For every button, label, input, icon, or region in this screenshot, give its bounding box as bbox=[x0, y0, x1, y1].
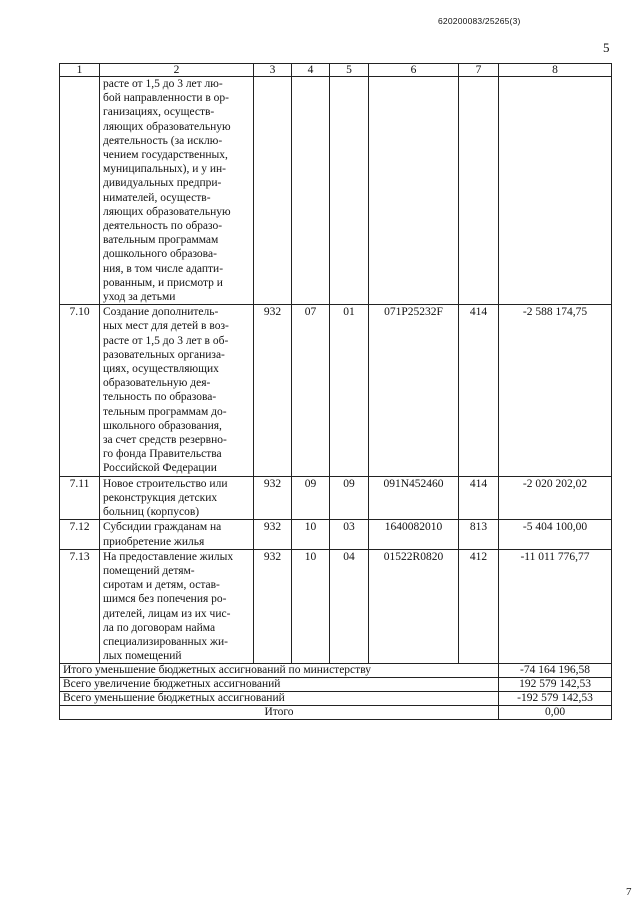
row-number: 7.12 bbox=[60, 520, 100, 549]
summary-label: Всего уменьшение бюджетных ассигнований bbox=[60, 692, 499, 706]
expense-type-code: 412 bbox=[459, 549, 499, 664]
amount: -5 404 100,00 bbox=[499, 520, 612, 549]
subsection-code: 01 bbox=[330, 305, 369, 476]
amount: -2 020 202,02 bbox=[499, 476, 612, 520]
section-code: 10 bbox=[292, 549, 330, 664]
summary-label: Всего увеличение бюджетных ассигнований bbox=[60, 678, 499, 692]
corner-mark: 7 bbox=[626, 886, 632, 898]
column-header: 6 bbox=[369, 64, 459, 77]
subsection-code: 03 bbox=[330, 520, 369, 549]
subsection-code: 04 bbox=[330, 549, 369, 664]
summary-label: Итого уменьшение бюджетных ассигнований по министерству bbox=[60, 664, 499, 678]
ministry-code: 932 bbox=[254, 476, 292, 520]
expense-type-code: 813 bbox=[459, 520, 499, 549]
page-number: 5 bbox=[603, 40, 610, 55]
total-row bbox=[60, 706, 612, 720]
amount: -2 588 174,75 bbox=[499, 305, 612, 476]
row-description: расте от 1,5 до 3 лет лю- бой направленности в ор- ганизациях, осуществ- ляющих образовательную деятельность (за исклю- чением государственных, муниципальных), и у ин- дивидуальных предпри- нимателей, осуществ- ляющих образовательную деятельность по образо- вательным программам дошкольного образова- ния, в том числе адапти- рованным, и присмотр и уход за детьми bbox=[100, 77, 254, 305]
expense-type-code: 414 bbox=[459, 305, 499, 476]
row-description: На предоставление жилых помещений детям- сиротам и детям, остав- шимся без попечения ро- дителей, лицам из их чис- ла по договорам найма специализированных жи- лых помещений bbox=[100, 549, 254, 664]
target-article-code: 1640082010 bbox=[369, 520, 459, 549]
column-header: 5 bbox=[330, 64, 369, 77]
column-header: 4 bbox=[292, 64, 330, 77]
table-row bbox=[60, 476, 612, 520]
ministry-code: 932 bbox=[254, 520, 292, 549]
row-description: Новое строительство или реконструкция детских больниц (корпусов) bbox=[100, 476, 254, 520]
empty-cell bbox=[292, 77, 330, 305]
column-header: 8 bbox=[499, 64, 612, 77]
summary-value: -74 164 196,58 bbox=[499, 664, 612, 678]
row-number: 7.10 bbox=[60, 305, 100, 476]
column-header: 2 bbox=[100, 64, 254, 77]
column-header: 1 bbox=[60, 64, 100, 77]
section-code: 09 bbox=[292, 476, 330, 520]
section-code: 10 bbox=[292, 520, 330, 549]
summary-row bbox=[60, 692, 612, 706]
budget-allocation-table bbox=[59, 63, 612, 720]
column-header: 3 bbox=[254, 64, 292, 77]
target-article-code: 091N452460 bbox=[369, 476, 459, 520]
table-row bbox=[60, 520, 612, 549]
table-row bbox=[60, 305, 612, 476]
table-row bbox=[60, 549, 612, 664]
expense-type-code: 414 bbox=[459, 476, 499, 520]
empty-cell bbox=[330, 77, 369, 305]
document-id: 620200083/25265(3) bbox=[438, 16, 521, 26]
empty-cell bbox=[254, 77, 292, 305]
row-number-cell bbox=[60, 77, 100, 305]
target-article-code: 01522R0820 bbox=[369, 549, 459, 664]
empty-cell bbox=[459, 77, 499, 305]
summary-value: -192 579 142,53 bbox=[499, 692, 612, 706]
target-article-code: 071P25232F bbox=[369, 305, 459, 476]
empty-cell bbox=[369, 77, 459, 305]
row-number: 7.11 bbox=[60, 476, 100, 520]
summary-value: 192 579 142,53 bbox=[499, 678, 612, 692]
row-description: Создание дополнитель- ных мест для детей в воз- расте от 1,5 до 3 лет в об- разовательных организа- циях, осуществляющих образовательную дея- тельность по образова- тельным программам до- школьного образования, за счет средств резервно- го фонда Правительства Российской Федерации bbox=[100, 305, 254, 476]
empty-cell bbox=[499, 77, 612, 305]
ministry-code: 932 bbox=[254, 305, 292, 476]
total-label: Итого bbox=[60, 706, 499, 720]
total-value: 0,00 bbox=[499, 706, 612, 720]
section-code: 07 bbox=[292, 305, 330, 476]
subsection-code: 09 bbox=[330, 476, 369, 520]
column-header: 7 bbox=[459, 64, 499, 77]
row-number: 7.13 bbox=[60, 549, 100, 664]
amount: -11 011 776,77 bbox=[499, 549, 612, 664]
table-header-row bbox=[60, 64, 612, 77]
ministry-code: 932 bbox=[254, 549, 292, 664]
summary-row bbox=[60, 664, 612, 678]
summary-row bbox=[60, 678, 612, 692]
row-description: Субсидии гражданам на приобретение жилья bbox=[100, 520, 254, 549]
table-row-continuation bbox=[60, 77, 612, 305]
